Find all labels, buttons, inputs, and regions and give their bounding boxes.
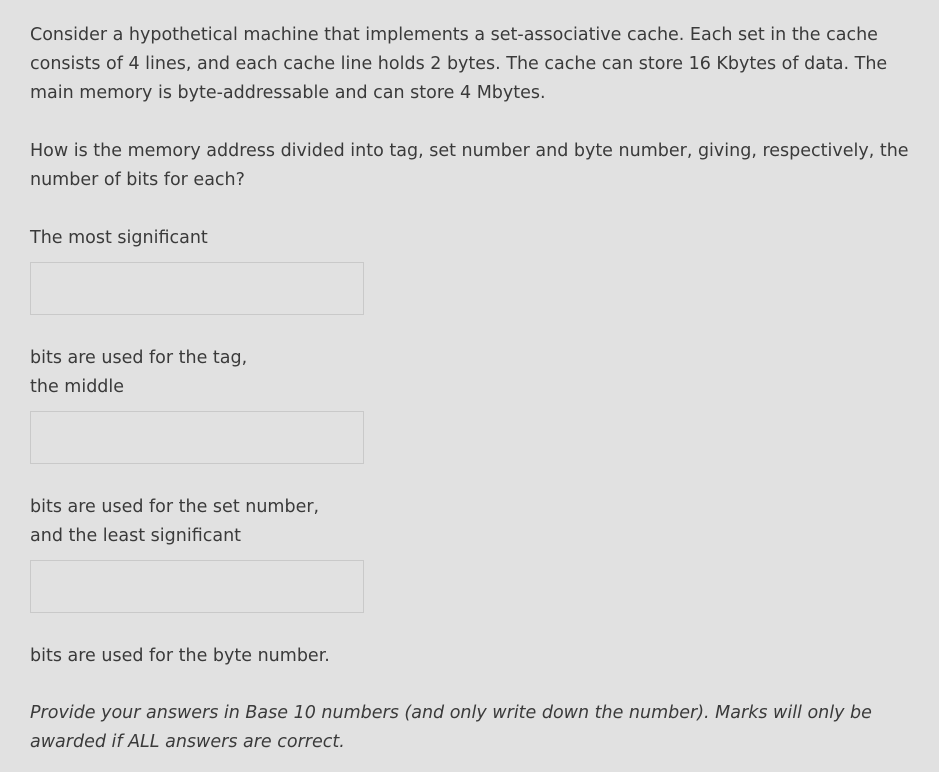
question-intro: Consider a hypothetical machine that implements a set-associative cache. Each set in the cache consists of 4 lines, and each cache line holds 2 bytes. The cache can store 16 Kbytes of data. The main memory is byte-addressable and can store 4 Mbytes. <box>30 25 888 103</box>
byte-trailing-text: bits are used for the byte number. <box>30 646 330 666</box>
tag-trailing-text: bits are used for the tag, <box>30 348 248 368</box>
set-trailing-text: bits are used for the set number, <box>30 497 320 517</box>
question-prompt: How is the memory address divided into tag, set number and byte number, giving, respectively, the number of bits for each? <box>30 141 909 190</box>
tag-lead-text: The most significant <box>30 228 208 248</box>
byte-bits-input[interactable] <box>30 560 364 613</box>
set-bits-input[interactable] <box>30 411 364 464</box>
tag-bits-input[interactable] <box>30 262 364 315</box>
question-container <box>30 21 925 757</box>
set-lead-text: the middle <box>30 377 125 397</box>
grading-note: Provide your answers in Base 10 numbers (and only write down the number). Marks will only be awarded if ALL answers are correct. <box>30 703 872 752</box>
byte-lead-text: and the least significant <box>30 526 242 546</box>
